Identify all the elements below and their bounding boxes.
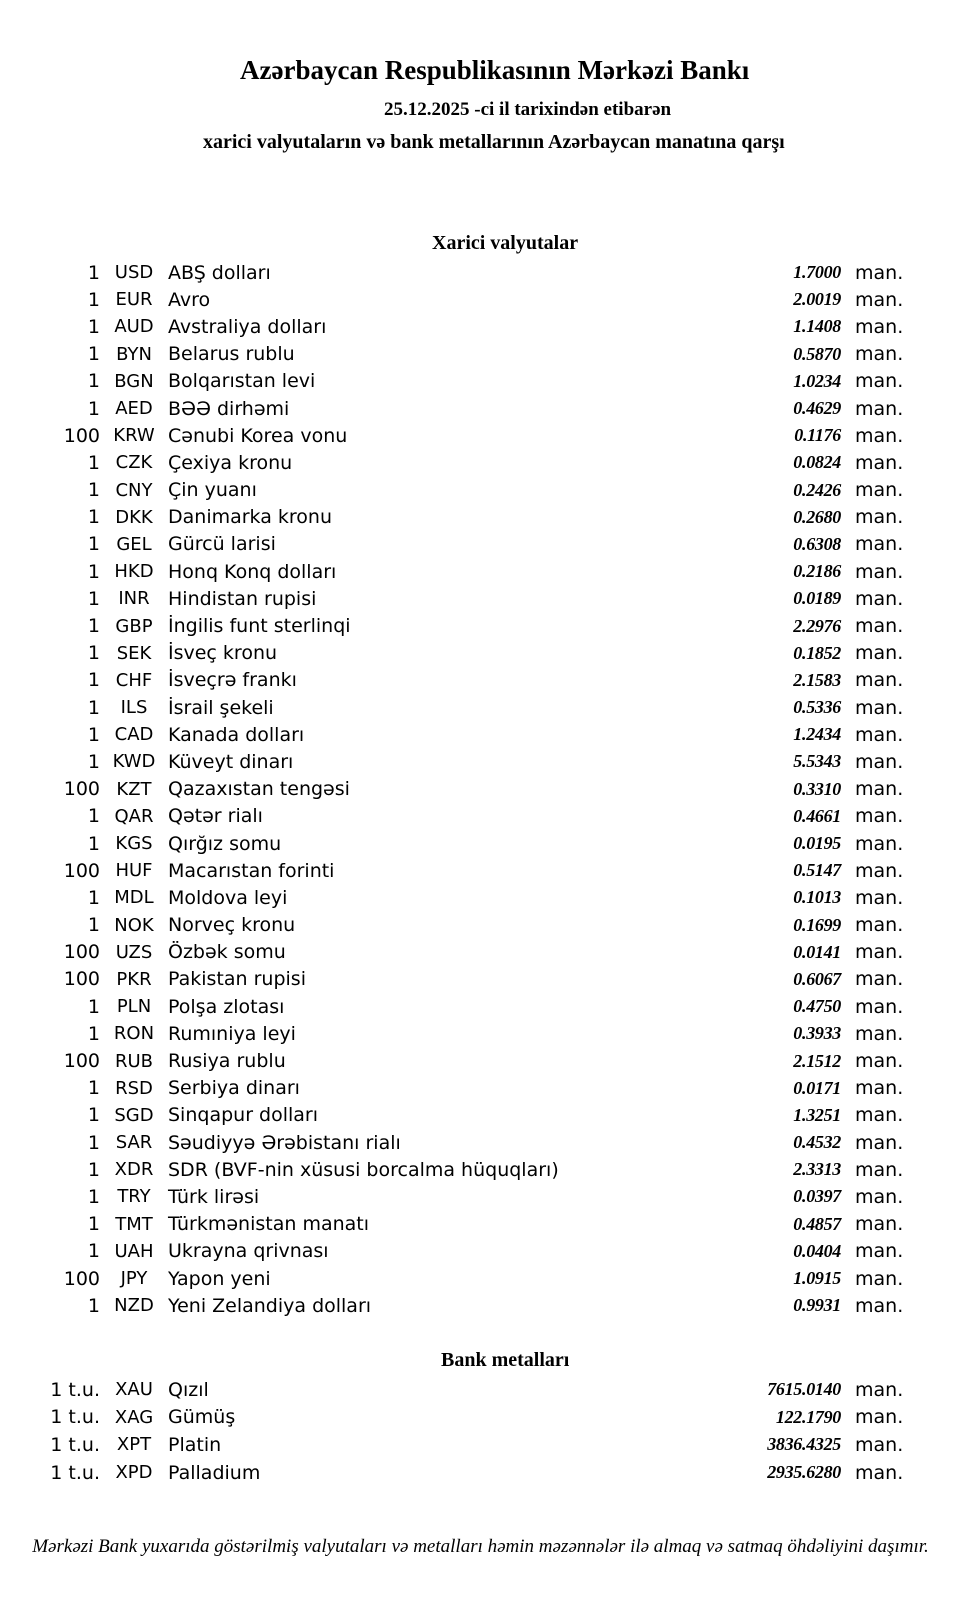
quantity-value: 1 t.u. [50, 1378, 100, 1401]
rate-row [0, 477, 961, 504]
quantity-value: 100 [63, 1267, 100, 1290]
quantity-value: 1 [87, 397, 100, 420]
currency-code: SGD [114, 1104, 154, 1126]
unit-label: man. [855, 968, 904, 991]
unit-label: man. [855, 1294, 904, 1317]
rate-value: 3836.4325 [767, 1434, 841, 1455]
currency-code: XDR [114, 1159, 154, 1181]
rate-value: 1.0234 [793, 370, 841, 391]
rate-row [0, 748, 961, 775]
rate-row [0, 830, 961, 857]
rate-row [0, 313, 961, 340]
quantity-value: 1 [87, 479, 100, 502]
currency-name: SDR (BVF-nin xüsusi borcalma hüquqları) [168, 1158, 559, 1181]
unit-label: man. [855, 506, 904, 529]
currency-name: Küveyt dinarı [168, 750, 294, 773]
quantity-value: 1 [87, 288, 100, 311]
quantity-value: 1 t.u. [50, 1406, 100, 1429]
currency-code: AUD [114, 316, 154, 338]
currency-code: GEL [116, 533, 152, 555]
rate-row [0, 449, 961, 476]
rate-value: 0.0404 [793, 1240, 841, 1261]
currencies-table [0, 259, 961, 1319]
rate-row [0, 884, 961, 911]
currency-name: Rumıniya leyi [168, 1022, 296, 1045]
currency-name: Avro [168, 288, 211, 311]
currency-code: XAG [114, 1406, 154, 1428]
currency-code: CZK [115, 452, 153, 474]
currency-name: Moldova leyi [168, 886, 288, 909]
currency-name: Səudiyyə Ərəbistanı rialı [168, 1131, 401, 1154]
currency-code: DKK [115, 506, 153, 528]
currency-code: UZS [115, 941, 153, 963]
unit-label: man. [855, 560, 904, 583]
rate-row [0, 640, 961, 667]
page-subtitle: xarici valyutaların və bank metallarının Azərbaycan manatına qarşı [203, 131, 785, 153]
rate-value: 0.4629 [793, 398, 841, 419]
unit-label: man. [855, 914, 904, 937]
currency-code: NZD [114, 1295, 154, 1317]
currency-name: Qazaxıstan tengəsi [168, 778, 350, 801]
quantity-value: 100 [63, 941, 100, 964]
currency-name: Ukrayna qrivnası [168, 1240, 329, 1263]
unit-label: man. [855, 315, 904, 338]
rate-row [0, 1292, 961, 1319]
rate-value: 0.3310 [793, 778, 841, 799]
unit-label: man. [855, 370, 904, 393]
rate-value: 0.0824 [793, 452, 841, 473]
quantity-value: 1 [87, 1185, 100, 1208]
currency-code: USD [114, 262, 154, 284]
quantity-value: 1 t.u. [50, 1433, 100, 1456]
quantity-value: 1 [87, 914, 100, 937]
quantity-value: 1 [87, 1077, 100, 1100]
unit-label: man. [855, 1213, 904, 1236]
unit-label: man. [855, 397, 904, 420]
rate-row [0, 803, 961, 830]
rate-value: 1.7000 [793, 262, 841, 283]
effective-date: 25.12.2025 -ci il tarixindən etibarən [384, 99, 672, 120]
quantity-value: 1 [87, 533, 100, 556]
unit-label: man. [855, 1267, 904, 1290]
rate-row [0, 939, 961, 966]
currency-name: Avstraliya dolları [168, 315, 327, 338]
unit-label: man. [855, 1378, 904, 1401]
currency-name: Qətər rialı [168, 805, 263, 828]
rate-value: 0.2680 [793, 506, 841, 527]
unit-label: man. [855, 750, 904, 773]
rate-value: 0.5147 [793, 860, 841, 881]
rate-value: 0.1176 [794, 425, 841, 446]
quantity-value: 100 [63, 1050, 100, 1073]
currency-name: Danimarka kronu [168, 506, 333, 529]
unit-label: man. [855, 669, 904, 692]
currency-name: Yapon yeni [168, 1267, 271, 1290]
currency-name: Türkmənistan manatı [168, 1213, 370, 1236]
currency-name: Qırğız somu [168, 832, 282, 855]
quantity-value: 1 [87, 1131, 100, 1154]
currency-code: PLN [116, 996, 152, 1018]
quantity-value: 1 [87, 805, 100, 828]
quantity-value: 1 [87, 669, 100, 692]
currency-name: Gürcü larisi [168, 533, 276, 556]
unit-label: man. [855, 941, 904, 964]
rate-row [0, 1020, 961, 1047]
rate-value: 0.2426 [793, 479, 841, 500]
quantity-value: 1 [87, 615, 100, 638]
currency-code: INR [118, 588, 150, 610]
quantity-value: 1 [87, 1240, 100, 1263]
unit-label: man. [855, 886, 904, 909]
rate-row [0, 341, 961, 368]
currency-code: SEK [116, 642, 152, 664]
rate-row [0, 395, 961, 422]
currency-code: JPY [120, 1268, 148, 1290]
currency-code: KWD [112, 751, 156, 773]
rate-value: 0.4661 [793, 805, 841, 826]
currency-name: Belarus rublu [168, 343, 295, 366]
rate-value: 1.3251 [793, 1104, 841, 1125]
rate-value: 0.4532 [793, 1132, 841, 1153]
currency-name: Pakistan rupisi [168, 968, 306, 991]
unit-label: man. [855, 1158, 904, 1181]
currency-code: ILS [120, 697, 148, 719]
currency-name: Platin [168, 1433, 222, 1456]
unit-label: man. [855, 479, 904, 502]
unit-label: man. [855, 1185, 904, 1208]
rate-value: 0.0171 [793, 1077, 841, 1098]
rate-row [0, 721, 961, 748]
unit-label: man. [855, 778, 904, 801]
currency-code: XPD [115, 1462, 153, 1484]
rate-value: 0.6308 [793, 533, 841, 554]
rate-value: 0.1013 [793, 887, 841, 908]
rate-row [0, 993, 961, 1020]
rate-row [0, 857, 961, 884]
currency-name: İsrail şekeli [168, 696, 274, 719]
quantity-value: 100 [63, 424, 100, 447]
rate-value: 1.1408 [793, 316, 841, 337]
rate-value: 0.4750 [793, 996, 841, 1017]
quantity-value: 1 [87, 315, 100, 338]
currency-code: NOK [114, 914, 154, 936]
rate-value: 0.0189 [793, 588, 841, 609]
currency-code: MDL [114, 887, 154, 909]
rate-row [0, 259, 961, 286]
currency-name: Palladium [168, 1461, 261, 1484]
currency-code: BYN [116, 343, 152, 365]
currency-code: RUB [114, 1050, 154, 1072]
currency-code: KGS [115, 833, 153, 855]
quantity-value: 1 t.u. [50, 1461, 100, 1484]
currency-code: XPT [116, 1434, 152, 1456]
rate-value: 0.0195 [793, 833, 841, 854]
metals-section-heading: Bank metalları [441, 1349, 570, 1371]
currency-name: ABŞ dolları [168, 261, 271, 284]
unit-label: man. [855, 1050, 904, 1073]
rate-value: 0.6067 [793, 968, 841, 989]
rate-row [0, 1238, 961, 1265]
currency-code: CNY [115, 479, 153, 501]
rate-row [0, 1431, 961, 1459]
rate-value: 0.2186 [793, 561, 841, 582]
rate-row [0, 585, 961, 612]
unit-label: man. [855, 1240, 904, 1263]
unit-label: man. [855, 1022, 904, 1045]
unit-label: man. [855, 533, 904, 556]
unit-label: man. [855, 859, 904, 882]
rate-value: 0.5336 [793, 697, 841, 718]
quantity-value: 1 [87, 451, 100, 474]
rate-row [0, 776, 961, 803]
quantity-value: 1 [87, 696, 100, 719]
quantity-value: 1 [87, 1213, 100, 1236]
rate-value: 2935.6280 [767, 1462, 841, 1483]
unit-label: man. [855, 343, 904, 366]
quantity-value: 1 [87, 832, 100, 855]
page-title: Azərbaycan Respublikasının Mərkəzi Bankı [240, 55, 750, 85]
unit-label: man. [855, 723, 904, 746]
currency-code: RON [113, 1023, 155, 1045]
unit-label: man. [855, 451, 904, 474]
unit-label: man. [855, 832, 904, 855]
unit-label: man. [855, 615, 904, 638]
rate-value: 122.1790 [775, 1406, 841, 1427]
unit-label: man. [855, 995, 904, 1018]
rate-row [0, 1376, 961, 1404]
currency-name: Rusiya rublu [168, 1050, 286, 1073]
currency-name: BƏƏ dirhəmi [168, 397, 290, 420]
rate-value: 2.1512 [793, 1050, 841, 1071]
currency-name: Çin yuanı [168, 479, 257, 502]
rate-row [0, 1102, 961, 1129]
quantity-value: 1 [87, 587, 100, 610]
currency-name: Cənubi Korea vonu [168, 424, 348, 447]
metals-table [0, 1376, 961, 1486]
rate-row [0, 667, 961, 694]
rate-row [0, 912, 961, 939]
unit-label: man. [855, 805, 904, 828]
unit-label: man. [855, 1406, 904, 1429]
quantity-value: 1 [87, 1104, 100, 1127]
rate-value: 0.4857 [793, 1213, 841, 1234]
rate-row [0, 1156, 961, 1183]
quantity-value: 100 [63, 859, 100, 882]
quantity-value: 1 [87, 886, 100, 909]
disclaimer-text: Mərkəzi Bank yuxarıda göstərilmiş valyutaları və metalları həmin məzənnələr ilə almaq və satmaq öhdəliyini daşımır. [32, 1536, 929, 1557]
unit-label: man. [855, 1131, 904, 1154]
currency-code: TRY [117, 1186, 151, 1208]
unit-label: man. [855, 261, 904, 284]
currency-name: Macarıstan forinti [168, 859, 335, 882]
rate-value: 0.9931 [793, 1295, 841, 1316]
currency-code: KRW [113, 425, 155, 447]
currency-code: UAH [114, 1240, 154, 1262]
currency-code: HUF [115, 860, 153, 882]
rate-row [0, 1075, 961, 1102]
currencies-section-heading: Xarici valyutalar [432, 232, 579, 254]
quantity-value: 1 [87, 642, 100, 665]
quantity-value: 1 [87, 1022, 100, 1045]
currency-name: Türk lirəsi [168, 1185, 260, 1208]
quantity-value: 100 [63, 778, 100, 801]
rate-value: 0.3933 [793, 1023, 841, 1044]
rate-value: 7615.0140 [767, 1379, 841, 1400]
currency-name: İngilis funt sterlinqi [168, 615, 351, 638]
quantity-value: 1 [87, 750, 100, 773]
unit-label: man. [855, 642, 904, 665]
currency-code: TMT [115, 1213, 153, 1235]
unit-label: man. [855, 1104, 904, 1127]
quantity-value: 1 [87, 1294, 100, 1317]
rate-row [0, 612, 961, 639]
currency-code: HKD [114, 561, 154, 583]
rate-value: 2.1583 [793, 669, 841, 690]
currency-name: İsveçrə frankı [168, 669, 297, 692]
quantity-value: 1 [87, 343, 100, 366]
rate-value: 1.0915 [793, 1268, 841, 1289]
currency-name: Kanada dolları [168, 723, 305, 746]
rate-value: 5.5343 [793, 751, 841, 772]
unit-label: man. [855, 424, 904, 447]
currency-code: XAU [115, 1379, 153, 1401]
currency-code: BGN [114, 370, 154, 392]
rate-row [0, 694, 961, 721]
rate-row [0, 1129, 961, 1156]
unit-label: man. [855, 288, 904, 311]
currency-code: CHF [115, 669, 153, 691]
currency-code: KZT [116, 778, 152, 800]
currency-name: Qızıl [168, 1378, 209, 1401]
currency-name: Polşa zlotası [168, 995, 285, 1018]
rate-value: 0.0141 [793, 941, 841, 962]
currency-name: Hindistan rupisi [168, 587, 317, 610]
currency-code: AED [115, 398, 153, 420]
currency-name: Bolqarıstan levi [168, 370, 316, 393]
unit-label: man. [855, 1077, 904, 1100]
quantity-value: 100 [63, 968, 100, 991]
rate-value: 2.3313 [793, 1159, 841, 1180]
currency-name: İsveç kronu [168, 642, 278, 665]
quantity-value: 1 [87, 560, 100, 583]
rate-row [0, 504, 961, 531]
currency-code: GBP [115, 615, 153, 637]
currency-name: Çexiya kronu [168, 451, 293, 474]
currency-code: SAR [115, 1132, 153, 1154]
rate-row [0, 1459, 961, 1487]
currency-name: Honq Konq dolları [168, 560, 337, 583]
rate-value: 2.2976 [793, 615, 841, 636]
currency-code: EUR [115, 289, 153, 311]
quantity-value: 1 [87, 1158, 100, 1181]
rate-row [0, 966, 961, 993]
rate-value: 0.0397 [793, 1186, 841, 1207]
rate-row [0, 1265, 961, 1292]
currency-name: Norveç kronu [168, 914, 296, 937]
unit-label: man. [855, 587, 904, 610]
currency-name: Sinqapur dolları [168, 1104, 319, 1127]
rate-row [0, 368, 961, 395]
currency-name: Gümüş [168, 1406, 236, 1429]
currency-code: PKR [116, 968, 152, 990]
quantity-value: 1 [87, 506, 100, 529]
rate-row [0, 422, 961, 449]
rate-row [0, 1183, 961, 1210]
rate-value: 2.0019 [793, 289, 841, 310]
rate-value: 1.2434 [793, 724, 841, 745]
unit-label: man. [855, 696, 904, 719]
rate-row [0, 1404, 961, 1432]
quantity-value: 1 [87, 370, 100, 393]
rate-row [0, 531, 961, 558]
quantity-value: 1 [87, 261, 100, 284]
unit-label: man. [855, 1433, 904, 1456]
unit-label: man. [855, 1461, 904, 1484]
rate-row [0, 1047, 961, 1074]
currency-code: CAD [114, 724, 154, 746]
rate-row [0, 558, 961, 585]
rate-value: 0.5870 [793, 343, 841, 364]
rate-row [0, 1211, 961, 1238]
currency-code: RSD [115, 1077, 153, 1099]
quantity-value: 1 [87, 723, 100, 746]
currency-code: QAR [114, 805, 154, 827]
rate-row [0, 286, 961, 313]
currency-name: Özbək somu [168, 941, 286, 964]
rate-value: 0.1699 [793, 914, 841, 935]
currency-name: Yeni Zelandiya dolları [168, 1294, 372, 1317]
quantity-value: 1 [87, 995, 100, 1018]
rate-value: 0.1852 [793, 642, 841, 663]
currency-name: Serbiya dinarı [168, 1077, 300, 1100]
